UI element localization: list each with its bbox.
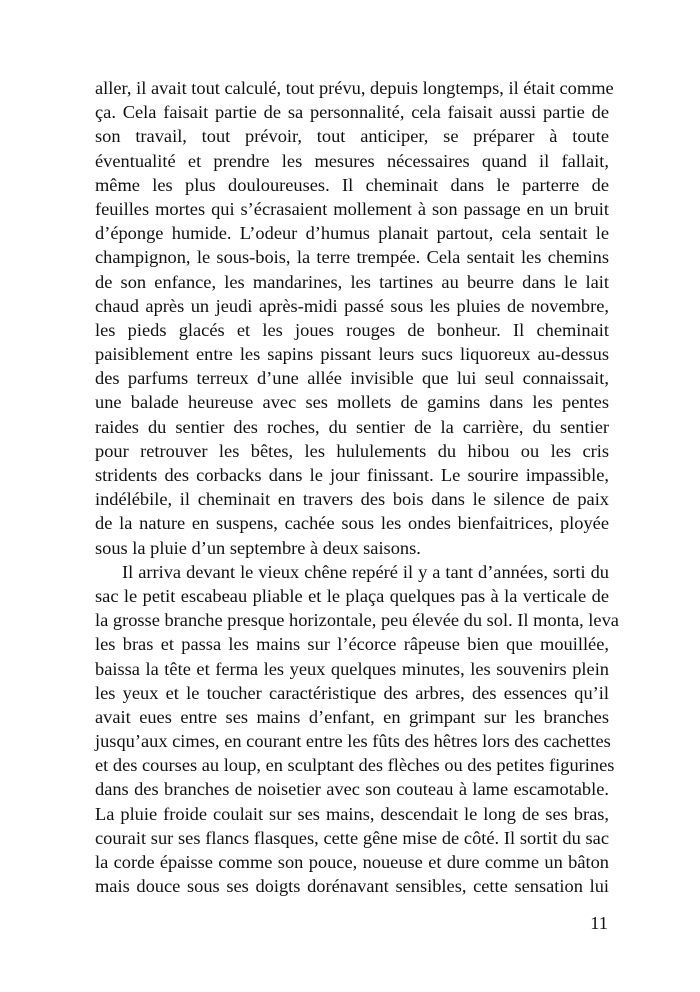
text-line: La pluie froide coulait sur ses mains, descendait le long de ses bras, [95, 803, 609, 824]
text-line: une balade heureuse avec ses mollets de gamins dans les pentes [95, 392, 609, 413]
text-line: de la nature en suspens, cachée sous les ondes bienfaitrices, ployée [95, 513, 609, 534]
text-line: feuilles mortes qui s’écrasaient mollement à son passage en un bruit [95, 198, 609, 219]
text-line: sous la pluie d’un septembre à deux saisons. [95, 537, 421, 558]
text-line: Il arriva devant le vieux chêne repéré il y a tant d’années, sorti du [122, 561, 609, 582]
text-line: chaud après un jeudi après-midi passé sous les pluies de novembre, [95, 295, 609, 316]
text-line: indélébile, il cheminait en travers des bois dans le silence de paix [95, 489, 609, 510]
text-line: dans des branches de noisetier avec son couteau à lame escamotable. [95, 779, 609, 800]
text-line: avait eues entre ses mains d’enfant, en grimpant sur les branches [95, 706, 609, 727]
text-line: jusqu’aux cimes, en courant entre les fûts des hêtres lors des cachettes [95, 731, 611, 752]
paragraph-1 [95, 76, 614, 560]
text-line: ça. Cela faisait partie de sa personnalité, cela faisait aussi partie de [95, 102, 609, 123]
text-line: même les plus douloureuses. Il cheminait dans le parterre de [95, 174, 609, 195]
text-line: la corde épaisse comme son pouce, noueuse et dure comme un bâton [95, 852, 609, 872]
text-line: la grosse branche presque horizontale, peu élevée du sol. Il monta, leva [95, 610, 619, 631]
text-line: son travail, tout prévoir, tout anticiper, se préparer à toute [95, 126, 609, 147]
text-line: aller, il avait tout calculé, tout prévu, depuis longtemps, il était comme [95, 78, 614, 98]
text-line: mais douce sous ses doigts dorénavant sensibles, cette sensation lui [95, 876, 609, 897]
text-line: les pieds glacés et les joues rouges de bonheur. Il cheminait [95, 319, 609, 340]
page-body [95, 76, 619, 898]
text-line: et des courses au loup, en sculptant des flèches ou des petites figurines [95, 755, 615, 776]
text-line: les yeux et le toucher caractéristique des arbres, des essences qu’il [95, 682, 609, 703]
text-line: pour retrouver les bêtes, les hululements du hibou ou les cris [95, 440, 609, 461]
text-line: des parfums terreux d’une allée invisible que lui seul connaissait, [95, 368, 609, 389]
text-line: baissa la tête et ferma les yeux quelques minutes, les souvenirs plein [95, 658, 609, 679]
text-line: sac le petit escabeau pliable et le plaça quelques pas à la verticale de [95, 585, 609, 606]
text-line: éventualité et prendre les mesures nécessaires quand il fallait, [95, 150, 609, 171]
text-line: raides du sentier des roches, du sentier de la carrière, du sentier [95, 416, 609, 437]
page-number: 11 [590, 913, 608, 933]
text-line: champignon, le sous-bois, la terre trempée. Cela sentait les chemins [95, 247, 609, 268]
text-line: de son enfance, les mandarines, les tartines au beurre dans le lait [95, 271, 609, 292]
text-line: les bras et passa les mains sur l’écorce râpeuse bien que mouillée, [95, 634, 609, 655]
text-line: stridents des corbacks dans le jour finissant. Le sourire impassible, [95, 465, 609, 485]
paragraph-2 [95, 560, 619, 899]
text-line: d’éponge humide. L’odeur d’humus planait partout, cela sentait le [95, 223, 609, 244]
text-line: paisiblement entre les sapins pissant leurs sucs liquoreux au-dessus [95, 344, 609, 365]
text-line: courait sur ses flancs flasques, cette gêne mise de côté. Il sortit du sac [95, 827, 609, 848]
